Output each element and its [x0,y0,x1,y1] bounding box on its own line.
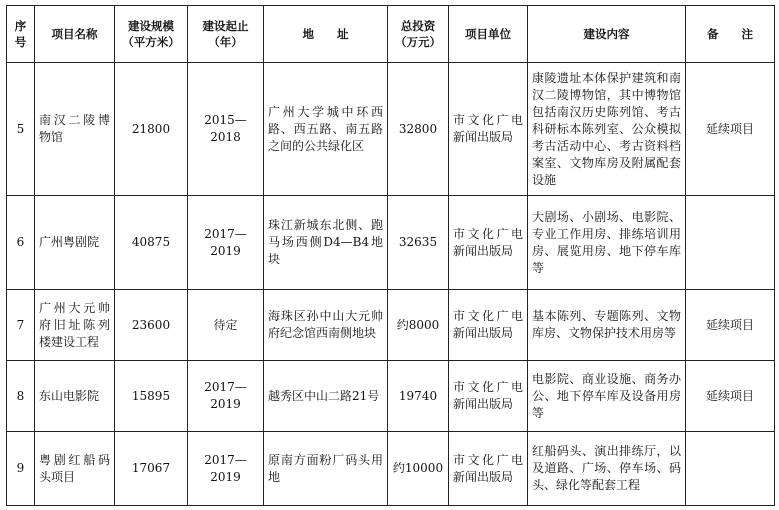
cell-investment: 32635 [388,196,449,290]
header-investment: 总投资（万元） [388,6,449,63]
cell-investment: 约10000 [388,432,449,506]
header-project-name: 项目名称 [35,6,115,63]
cell-remark: 延续项目 [686,361,775,432]
header-row [7,6,775,63]
table-row [7,196,775,290]
cell-serial: 5 [7,63,35,196]
cell-scale: 21800 [115,63,188,196]
cell-content: 大剧场、小剧场、电影院、专业工作用房、排练培训用房、展览用房、地下停车库等 [528,196,686,290]
cell-remark [686,196,775,290]
cell-period: 2017—2019 [188,432,264,506]
cell-serial: 8 [7,361,35,432]
cell-unit: 市文化广电新闻出版局 [449,196,528,290]
cell-period: 待定 [188,290,264,361]
cell-serial: 6 [7,196,35,290]
header-serial: 序号 [7,6,35,63]
cell-content: 基本陈列、专题陈列、文物库房、文物保护技术用房等 [528,290,686,361]
cell-scale: 17067 [115,432,188,506]
cell-unit: 市文化广电新闻出版局 [449,63,528,196]
header-period: 建设起止（年） [188,6,264,63]
cell-unit: 市文化广电新闻出版局 [449,432,528,506]
cell-investment: 约8000 [388,290,449,361]
cell-remark: 延续项目 [686,290,775,361]
cell-project-name: 南汉二陵博物馆 [35,63,115,196]
cell-address: 原南方面粉厂码头用地 [264,432,388,506]
cell-content: 红船码头、演出排练厅，以及道路、广场、停车场、码头、绿化等配套工程 [528,432,686,506]
cell-project-name: 粤剧红船码头项目 [35,432,115,506]
cell-serial: 7 [7,290,35,361]
table-row [7,361,775,432]
cell-remark: 延续项目 [686,63,775,196]
cell-scale: 23600 [115,290,188,361]
header-scale: 建设规模（平方米） [115,6,188,63]
cell-scale: 40875 [115,196,188,290]
cell-unit: 市文化广电新闻出版局 [449,361,528,432]
cell-investment: 32800 [388,63,449,196]
cell-address: 广州大学城中环西路、西五路、南五路之间的公共绿化区 [264,63,388,196]
cell-scale: 15895 [115,361,188,432]
cell-content: 电影院、商业设施、商务办公、地下停车库及设备用房等 [528,361,686,432]
cell-address: 越秀区中山二路21号 [264,361,388,432]
cell-period: 2017—2019 [188,196,264,290]
header-address: 地 址 [264,6,388,63]
table-body [7,63,775,506]
cell-address: 珠江新城东北侧、跑马场西侧D4—B4地块 [264,196,388,290]
table-row [7,432,775,506]
cell-project-name: 广州大元帅府旧址陈列楼建设工程 [35,290,115,361]
cell-address: 海珠区孙中山大元帅府纪念馆西南侧地块 [264,290,388,361]
header-remark: 备 注 [686,6,775,63]
cell-serial: 9 [7,432,35,506]
header-unit: 项目单位 [449,6,528,63]
cell-project-name: 东山电影院 [35,361,115,432]
table-row [7,290,775,361]
cell-period: 2015—2018 [188,63,264,196]
cell-remark [686,432,775,506]
project-table [6,5,775,506]
table-row [7,63,775,196]
cell-investment: 19740 [388,361,449,432]
cell-project-name: 广州粤剧院 [35,196,115,290]
cell-content: 康陵遗址本体保护建筑和南汉二陵博物馆，其中博物馆包括南汉历史陈列馆、考古科研标本陈列室、公众模拟考古活动中心、考古资料档案室、文物库房及附属配套设施 [528,63,686,196]
header-content: 建设内容 [528,6,686,63]
cell-unit: 市文化广电新闻出版局 [449,290,528,361]
cell-period: 2017—2019 [188,361,264,432]
